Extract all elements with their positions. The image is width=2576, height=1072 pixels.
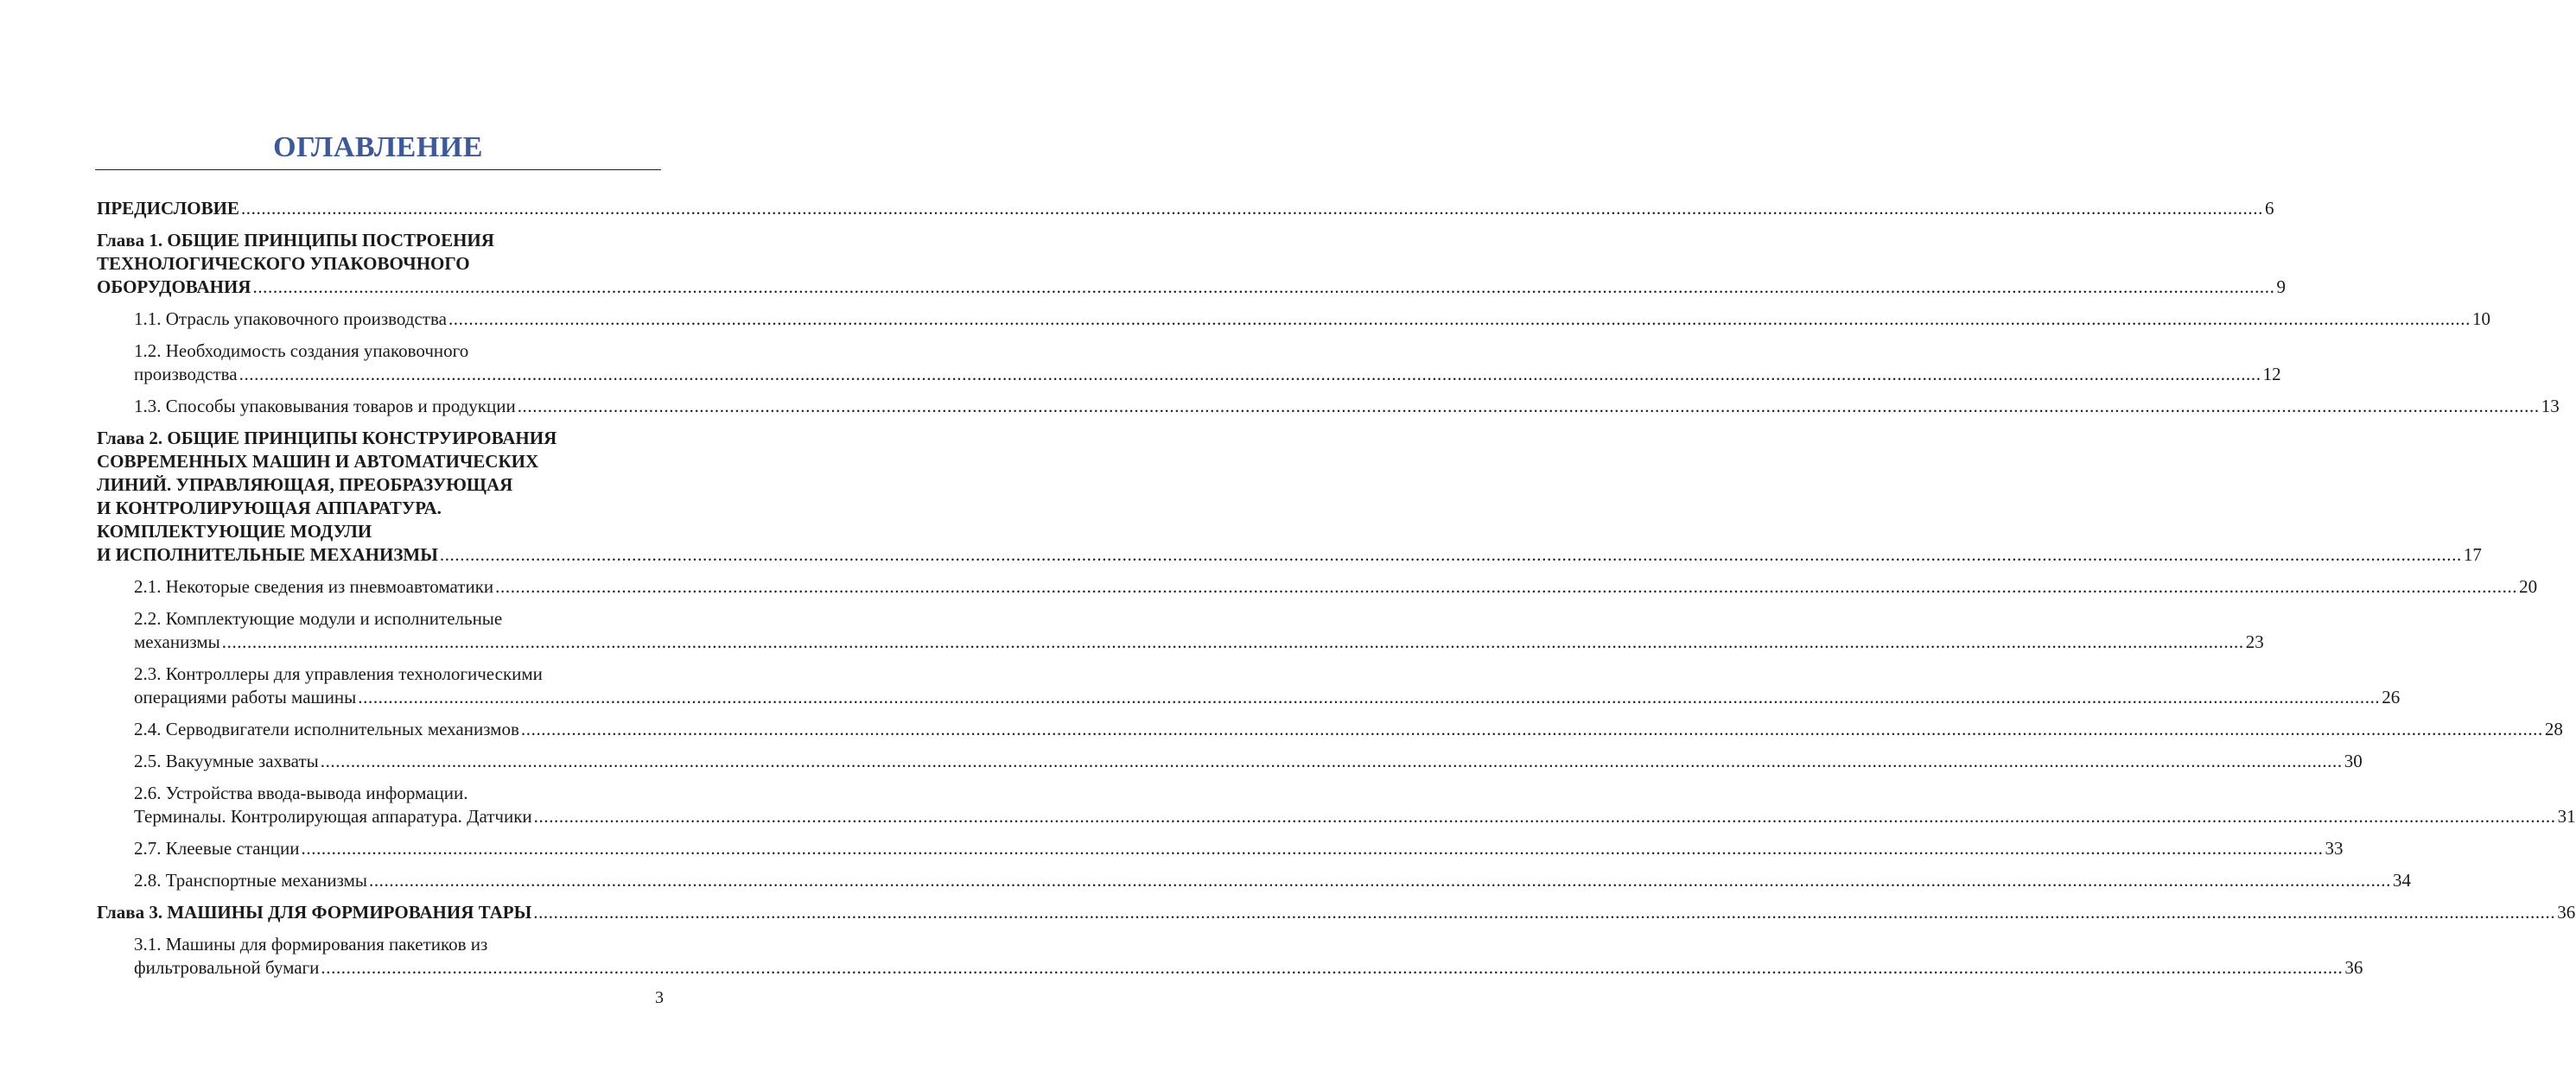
toc-entry-title: механизмы bbox=[134, 631, 220, 652]
toc-entry-page: 23 bbox=[2245, 631, 2264, 652]
toc-entry-title: И ИСПОЛНИТЕЛЬНЫЕ МЕХАНИЗМЫ bbox=[97, 544, 438, 565]
toc-entry-line: 1.2. Необходимость создания упаковочного bbox=[134, 340, 469, 361]
toc-entry-page: 10 bbox=[2471, 308, 2490, 329]
dot-leader: ................................................................................................................................................................................................................................................................................................................................................................................................................ bbox=[321, 957, 2344, 978]
dot-leader: ................................................................................................................................................................................................................................................................................................................................................................................................................ bbox=[448, 308, 2471, 329]
toc-entry-line: КОМПЛЕКТУЮЩИЕ МОДУЛИ bbox=[97, 521, 372, 542]
toc-entry-line: 2.3. Контроллеры для управления технологическими bbox=[134, 663, 543, 684]
dot-leader: ................................................................................................................................................................................................................................................................................................................................................................................................................ bbox=[517, 396, 2540, 416]
toc-entry-page: 9 bbox=[2276, 276, 2286, 297]
dot-leader: ................................................................................................................................................................................................................................................................................................................................................................................................................ bbox=[520, 719, 2543, 739]
toc-entry-title: 1.1. Отрасль упаковочного производства bbox=[134, 308, 447, 329]
toc-entry-line: Глава 2. ОБЩИЕ ПРИНЦИПЫ КОНСТРУИРОВАНИЯ bbox=[97, 428, 557, 448]
toc-chapter-entry bbox=[97, 197, 2274, 220]
toc-entry-page: 36 bbox=[2344, 957, 2363, 978]
dot-leader: ................................................................................................................................................................................................................................................................................................................................................................................................................ bbox=[301, 838, 2324, 859]
toc-section-entry bbox=[97, 869, 2411, 892]
toc-section-entry bbox=[97, 339, 2281, 386]
page-title: ОГЛАВЛЕНИЕ bbox=[273, 131, 483, 163]
toc-entry-page: 31 bbox=[2557, 806, 2576, 827]
toc-section-entry bbox=[97, 663, 2401, 709]
toc-entry-title: 2.4. Серводвигатели исполнительных механизмов bbox=[134, 719, 519, 739]
toc-chapter-entry bbox=[97, 901, 2576, 924]
toc-entry-line: ЛИНИЙ. УПРАВЛЯЮЩАЯ, ПРЕОБРАЗУЮЩАЯ bbox=[97, 474, 513, 495]
toc-entry-title: 1.3. Способы упаковывания товаров и продукции bbox=[134, 396, 516, 416]
dot-leader: ................................................................................................................................................................................................................................................................................................................................................................................................................ bbox=[533, 806, 2556, 827]
toc-section-entry bbox=[97, 750, 2363, 773]
dot-leader: ................................................................................................................................................................................................................................................................................................................................................................................................................ bbox=[358, 687, 2381, 707]
toc-section-entry bbox=[97, 395, 2560, 418]
dot-leader: ................................................................................................................................................................................................................................................................................................................................................................................................................ bbox=[533, 902, 2556, 923]
toc-entry-title: 2.5. Вакуумные захваты bbox=[134, 751, 319, 771]
toc-section-entry bbox=[97, 718, 2563, 741]
dot-leader: ................................................................................................................................................................................................................................................................................................................................................................................................................ bbox=[320, 751, 2343, 771]
dot-leader: ................................................................................................................................................................................................................................................................................................................................................................................................................ bbox=[252, 276, 2275, 297]
toc-entry-title: Терминалы. Контролирующая аппаратура. Датчики bbox=[134, 806, 532, 827]
table-of-contents bbox=[97, 197, 2576, 980]
dot-leader: ................................................................................................................................................................................................................................................................................................................................................................................................................ bbox=[221, 631, 2244, 652]
toc-entry-page: 30 bbox=[2344, 751, 2363, 771]
toc-entry-leader-line bbox=[97, 901, 2576, 924]
toc-entry-leader-line bbox=[134, 575, 2538, 599]
dot-leader: ................................................................................................................................................................................................................................................................................................................................................................................................................ bbox=[439, 544, 2462, 565]
toc-section-entry bbox=[97, 607, 2264, 654]
dot-leader: ................................................................................................................................................................................................................................................................................................................................................................................................................ bbox=[240, 198, 2263, 219]
toc-entry-leader-line bbox=[134, 631, 2264, 654]
toc-entry-title: операциями работы машины bbox=[134, 687, 357, 707]
toc-section-entry bbox=[97, 782, 2576, 828]
toc-entry-page: 33 bbox=[2325, 838, 2344, 859]
toc-entry-leader-line bbox=[97, 197, 2274, 220]
toc-entry-leader-line bbox=[134, 805, 2576, 828]
toc-entry-leader-line bbox=[134, 363, 2281, 386]
toc-entry-title: 2.8. Транспортные механизмы bbox=[134, 870, 367, 891]
toc-entry-page: 28 bbox=[2544, 719, 2563, 739]
toc-section-entry bbox=[97, 308, 2490, 331]
toc-entry-title: фильтровальной бумаги bbox=[134, 957, 320, 978]
toc-entry-leader-line bbox=[134, 869, 2411, 892]
toc-entry-page: 12 bbox=[2262, 364, 2281, 384]
toc-entry-leader-line bbox=[134, 395, 2560, 418]
toc-entry-leader-line bbox=[134, 956, 2363, 980]
toc-chapter-entry bbox=[97, 427, 2482, 567]
toc-entry-title: ПРЕДИСЛОВИЕ bbox=[97, 198, 239, 219]
toc-entry-line: Глава 1. ОБЩИЕ ПРИНЦИПЫ ПОСТРОЕНИЯ bbox=[97, 230, 494, 251]
toc-section-entry bbox=[97, 575, 2538, 599]
toc-entry-line: И КОНТРОЛИРУЮЩАЯ АППАРАТУРА. bbox=[97, 498, 442, 518]
toc-entry-title: производства bbox=[134, 364, 238, 384]
toc-entry-line: 2.2. Комплектующие модули и исполнительные bbox=[134, 608, 503, 629]
toc-entry-page: 36 bbox=[2557, 902, 2576, 923]
toc-entry-leader-line bbox=[97, 543, 2482, 567]
toc-entry-title: Глава 3. МАШИНЫ ДЛЯ ФОРМИРОВАНИЯ ТАРЫ bbox=[97, 902, 532, 923]
toc-section-entry bbox=[97, 837, 2344, 860]
page-number: 3 bbox=[655, 988, 664, 1007]
toc-entry-page: 17 bbox=[2463, 544, 2482, 565]
toc-entry-page: 34 bbox=[2392, 870, 2411, 891]
dot-leader: ................................................................................................................................................................................................................................................................................................................................................................................................................ bbox=[368, 870, 2391, 891]
toc-entry-line: ТЕХНОЛОГИЧЕСКОГО УПАКОВОЧНОГО bbox=[97, 253, 470, 274]
toc-entry-leader-line bbox=[134, 750, 2363, 773]
toc-chapter-entry bbox=[97, 229, 2286, 299]
toc-entry-leader-line bbox=[134, 686, 2401, 709]
toc-section-entry bbox=[97, 933, 2363, 980]
toc-entry-leader-line bbox=[97, 276, 2286, 299]
toc-entry-line: СОВРЕМЕННЫХ МАШИН И АВТОМАТИЧЕСКИХ bbox=[97, 451, 539, 472]
toc-entry-title: 2.1. Некоторые сведения из пневмоавтоматики bbox=[134, 576, 494, 597]
toc-entry-line: 2.6. Устройства ввода-вывода информации. bbox=[134, 783, 468, 803]
toc-entry-leader-line bbox=[134, 718, 2563, 741]
toc-entry-leader-line bbox=[134, 308, 2490, 331]
toc-entry-title: ОБОРУДОВАНИЯ bbox=[97, 276, 251, 297]
toc-entry-leader-line bbox=[134, 837, 2344, 860]
toc-entry-page: 26 bbox=[2382, 687, 2401, 707]
toc-entry-line: 3.1. Машины для формирования пакетиков из bbox=[134, 934, 488, 955]
dot-leader: ................................................................................................................................................................................................................................................................................................................................................................................................................ bbox=[239, 364, 2261, 384]
toc-entry-page: 6 bbox=[2264, 198, 2274, 219]
toc-entry-page: 20 bbox=[2519, 576, 2538, 597]
toc-entry-title: 2.7. Клеевые станции bbox=[134, 838, 300, 859]
dot-leader: ................................................................................................................................................................................................................................................................................................................................................................................................................ bbox=[495, 576, 2518, 597]
title-divider bbox=[95, 169, 661, 170]
toc-entry-page: 13 bbox=[2541, 396, 2560, 416]
